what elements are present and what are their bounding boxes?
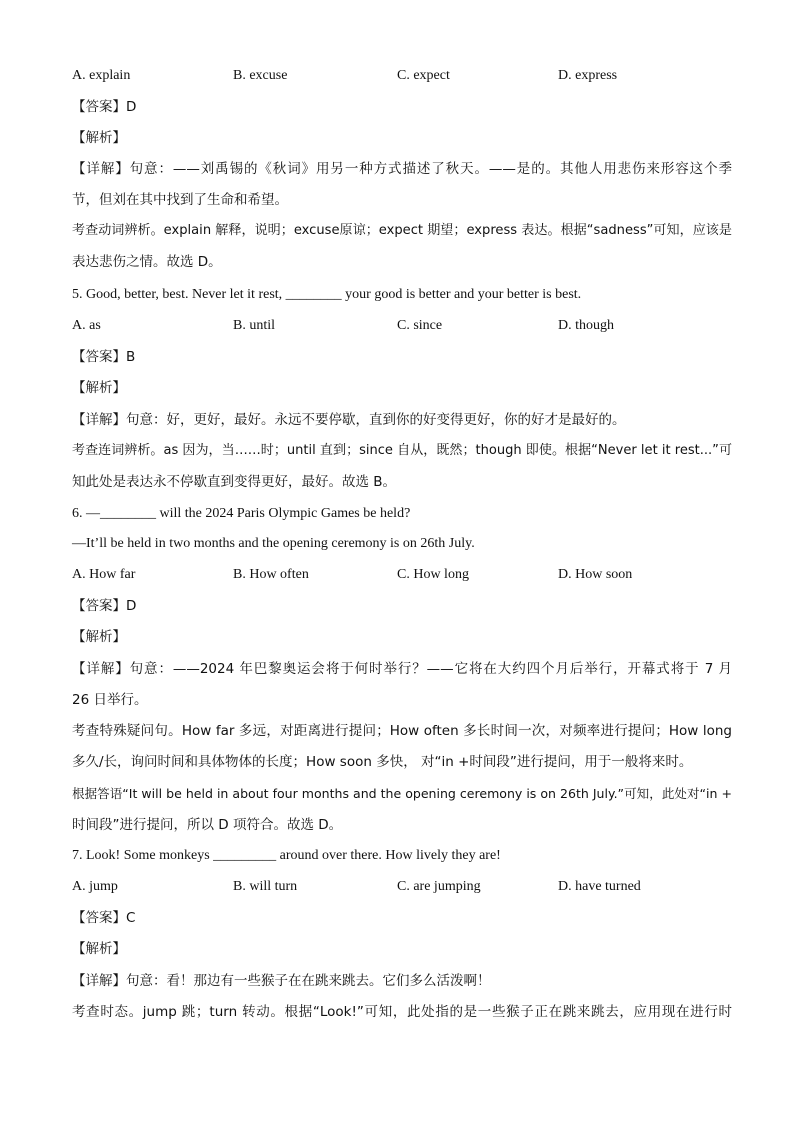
q5-exam-line-2: 知此处是表达永不停歇直到变得更好，最好。故选 B。 <box>72 474 397 490</box>
option-b: B. until <box>233 318 276 333</box>
option-a: A. as <box>72 318 101 333</box>
q5-analysis-label: 【解析】 <box>72 380 126 396</box>
q6-answer: 【答案】D <box>72 598 137 614</box>
q6-exam-line-3: 根据答语“It will be held in about four months and the opening ceremony is on 26th July.”可知，此处对“in + <box>72 786 732 801</box>
option-b: B. How often <box>233 567 309 582</box>
q4-analysis-label: 【解析】 <box>72 130 126 146</box>
q4-answer: 【答案】D <box>72 99 137 115</box>
option-d: D. though <box>558 318 614 333</box>
option-c: C. expect <box>397 68 450 83</box>
q6-stem-line-2: —It’ll be held in two months and the opening ceremony is on 26th July. <box>72 536 475 551</box>
q5-detail-line-1: 【详解】句意：好，更好，最好。永远不要停歇，直到你的好变得更好，你的好才是最好的。 <box>72 412 626 428</box>
q6-stem-line-1: 6. —________ will the 2024 Paris Olympic Games be held? <box>72 506 411 521</box>
q7-analysis-label: 【解析】 <box>72 941 126 957</box>
option-c: C. are jumping <box>397 879 481 894</box>
q7-exam-line-1: 考查时态。jump 跳；turn 转动。根据“Look!”可知，此处指的是一些猴子正在跳来跳去，应用现在进行时 <box>72 1004 732 1020</box>
q6-exam-line-4: 时间段”进行提问，所以 D 项符合。故选 D。 <box>72 817 343 833</box>
option-b: B. will turn <box>233 879 298 894</box>
q4-detail-line-2: 节，但刘在其中找到了生命和希望。 <box>72 192 288 208</box>
q7-answer: 【答案】C <box>72 910 136 926</box>
q6-detail-line-1: 【详解】句意：——2024 年巴黎奥运会将于何时举行？——它将在大约四个月后举行，开幕式将于 7 月 <box>72 661 732 677</box>
q4-detail-line-1: 【详解】句意：——刘禹锡的《秋词》用另一种方式描述了秋天。——是的。其他人用悲伤来形容这个季 <box>72 161 732 177</box>
option-b: B. excuse <box>233 68 288 83</box>
q6-analysis-label: 【解析】 <box>72 629 126 645</box>
q5-answer: 【答案】B <box>72 349 136 365</box>
option-a: A. How far <box>72 567 136 582</box>
q4-exam-line-1: 考查动词辨析。explain 解释，说明；excuse原谅；expect 期望；express 表达。根据“sadness”可知，应该是 <box>72 223 732 238</box>
q6-exam-line-1: 考查特殊疑问句。How far 多远，对距离进行提问；How often 多长时间一次，对频率进行提问；How long <box>72 723 732 739</box>
option-d: D. How soon <box>558 567 633 582</box>
option-c: C. since <box>397 318 443 333</box>
q6-exam-line-2: 多久/长，询问时间和具体物体的长度；How soon 多快， 对“in +时间段”进行提问，用于一般将来时。 <box>72 754 693 770</box>
option-c: C. How long <box>397 567 469 582</box>
q7-stem: 7. Look! Some monkeys _________ around over there. How lively they are! <box>72 848 501 863</box>
q5-stem: 5. Good, better, best. Never let it rest, ________ your good is better and your better is best. <box>72 287 582 302</box>
option-d: D. express <box>558 68 618 83</box>
q6-detail-line-2: 26 日举行。 <box>72 692 148 708</box>
q5-exam-line-1: 考查连词辨析。as 因为，当……时；until 直到；since 自从，既然；though 即使。根据“Never let it rest...”可 <box>72 443 732 458</box>
q4-exam-line-2: 表达悲伤之情。故选 D。 <box>72 254 222 270</box>
option-a: A. explain <box>72 68 131 83</box>
q7-detail-line-1: 【详解】句意：看！那边有一些猴子在在跳来跳去。它们多么活泼啊！ <box>72 973 491 989</box>
option-d: D. have turned <box>558 879 641 894</box>
option-a: A. jump <box>72 879 118 894</box>
